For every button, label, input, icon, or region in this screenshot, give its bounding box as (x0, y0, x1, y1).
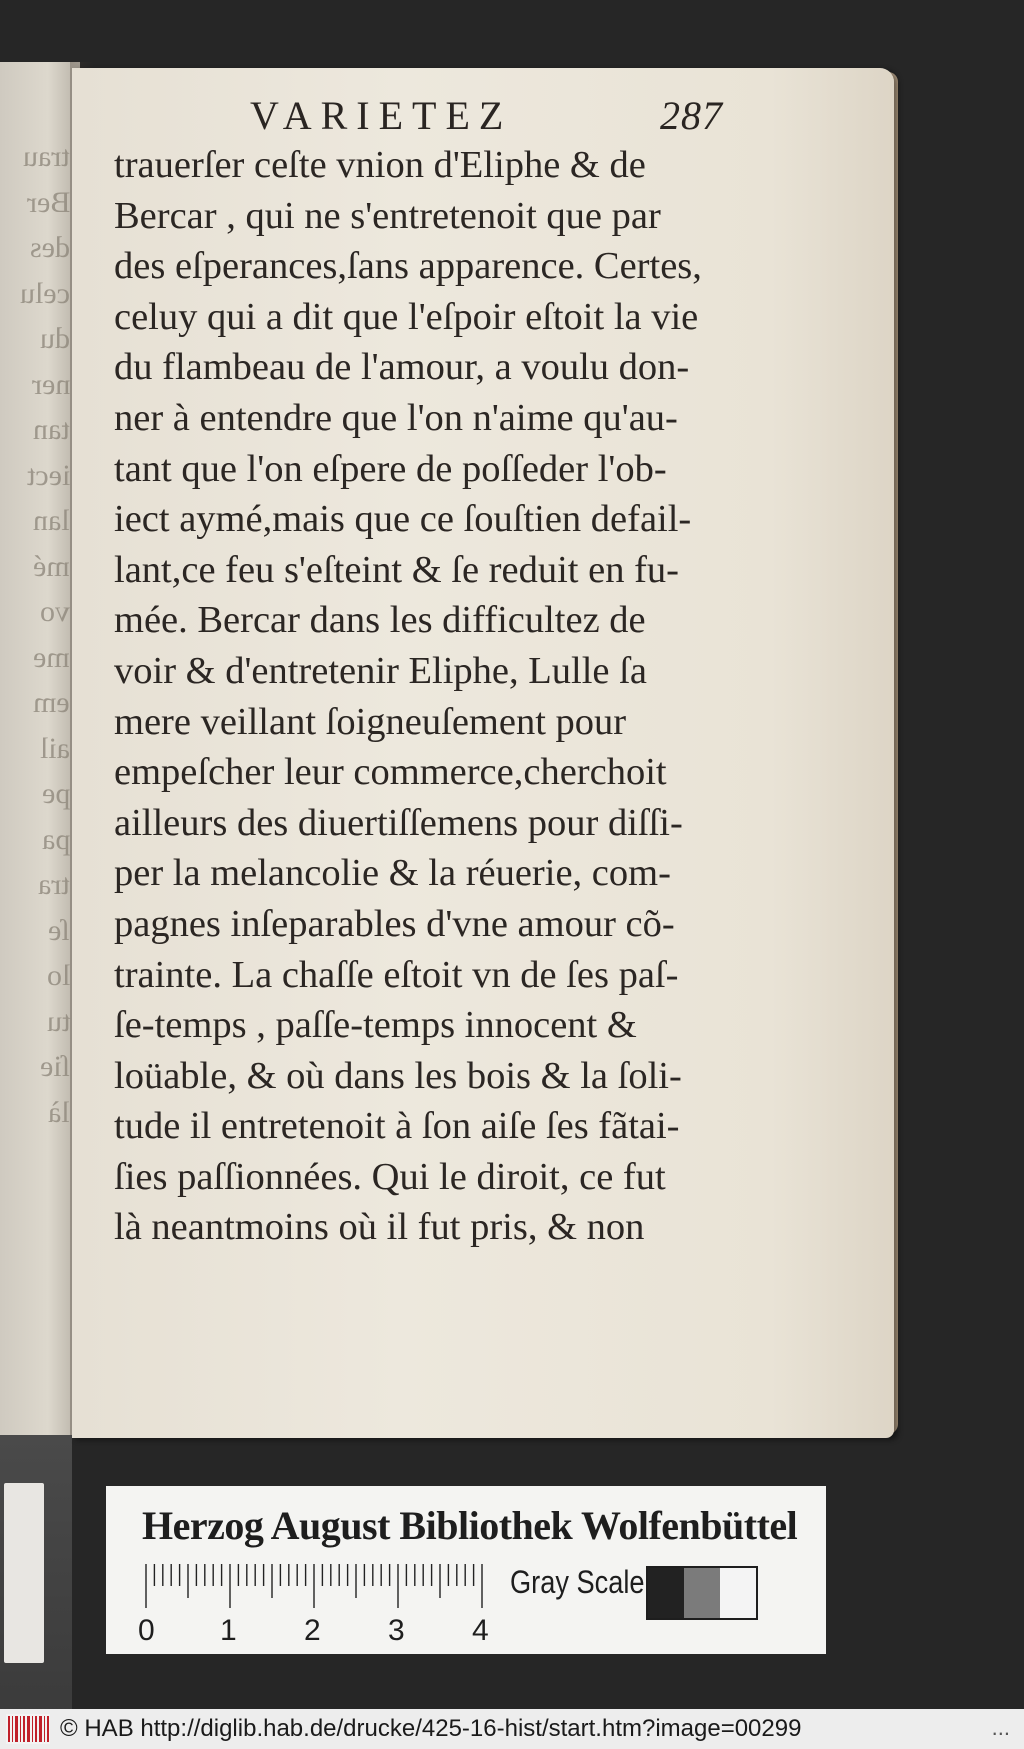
bleed-through-fragment: lo (46, 959, 70, 992)
bleed-through-fragment: du (40, 322, 70, 355)
bleed-through-fragment: tra (38, 868, 70, 901)
text-line: iect aymé,mais que ce ſouſtien defail- (114, 498, 692, 541)
text-line: ailleurs des diuertiſſemens pour diſſi- (114, 801, 683, 844)
page-marker-card (4, 1483, 44, 1663)
scale-ruler-card (106, 1486, 826, 1654)
text-line: per la melancolie & la réuerie, com- (114, 852, 671, 895)
text-line: lant,ce feu s'eſteint & ſe reduit en fu- (114, 548, 679, 591)
text-line: voir & d'entretenir Eliphe, Lulle ſa (114, 649, 647, 692)
library-name: Herzog August Bibliothek Wolfenbüttel (142, 1503, 798, 1548)
text-line: loüable, & où dans les bois & la ſoli- (114, 1054, 682, 1097)
text-line: tant que l'on eſpere de poſſeder l'ob- (114, 447, 667, 490)
grayscale-label: Gray Scale (510, 1564, 645, 1600)
bleed-through-fragment: em (33, 686, 70, 719)
previous-page-edge (0, 62, 80, 1437)
lower-book-block (0, 1435, 72, 1735)
bleed-through-fragment: ner (31, 367, 70, 401)
scale-number-4: 4 (472, 1614, 489, 1647)
barcode-icon (6, 1714, 50, 1744)
bleed-through-fragment: pe (41, 777, 70, 810)
scale-number-0: 0 (138, 1614, 155, 1647)
text-line: Bercar , qui ne s'entretenoit que par (114, 194, 661, 237)
text-line: trauerſer ceſte vnion d'Eliphe & de (114, 144, 646, 186)
bleed-through-fragment: Ber (26, 185, 70, 219)
bleed-through-fragment: tan (33, 413, 70, 446)
bleed-through-fragment: là (48, 1095, 70, 1129)
bleed-through-fragment: me (33, 640, 70, 674)
text-line: trainte. La chaſſe eſtoit vn de ſes paſ- (114, 953, 679, 996)
text-line: celuy qui a dit que l'eſpoir eſtoit la vie (114, 295, 699, 338)
text-line: ner à entendre que l'on n'aime qu'au- (114, 396, 678, 439)
bleed-through-fragment: celu (20, 276, 70, 310)
copyright-link[interactable]: © HAB http://diglib.hab.de/drucke/425-16-hist/start.htm?image=00299 (60, 1715, 802, 1742)
bleed-through-fragment: vo (40, 595, 70, 628)
page-number: 287 (660, 93, 723, 138)
text-line: tude il entretenoit à ſon aiſe ſes fãtai- (114, 1105, 680, 1148)
running-title: VARIETEZ (250, 93, 513, 138)
grayscale-swatch (720, 1568, 756, 1618)
bleed-through-fragment: ſie (40, 1050, 70, 1083)
text-line: pagnes inſeparables d'vne amour cõ- (114, 902, 675, 945)
bleed-through-fragment: tu (46, 1004, 70, 1038)
bleed-through-fragment: lan (33, 504, 70, 537)
centimeter-scale (144, 1564, 494, 1608)
grayscale-swatches (646, 1566, 758, 1620)
scale-number-1: 1 (220, 1614, 237, 1647)
scale-number-3: 3 (388, 1614, 405, 1647)
text-line: des eſperances,ſans apparence. Certes, (114, 245, 702, 288)
text-line: ſe-temps , paſſe-temps innocent & (114, 1004, 637, 1047)
text-line: là neantmoins où il fut pris, & non (114, 1206, 645, 1249)
text-line: mere veillant ſoigneuſement pour (114, 700, 627, 743)
bleed-through-fragment: pa (41, 822, 70, 856)
text-line: du flambeau de l'amour, a voulu don- (114, 346, 690, 389)
bleed-through-fragment: ſe (48, 913, 70, 947)
grayscale-swatch (684, 1568, 720, 1618)
page-body-text (114, 140, 726, 1253)
bleed-through-fragment: ail (40, 731, 70, 765)
bleed-through-fragment: mé (33, 549, 70, 583)
scale-number-2: 2 (304, 1614, 321, 1647)
bleed-through-fragment: iect (26, 458, 70, 492)
bleed-through-fragment: des (30, 231, 70, 264)
text-line: ſies paſſionnées. Qui le diroit, ce fut (114, 1155, 666, 1198)
grayscale-swatch (648, 1568, 684, 1618)
bleed-through-fragment: trau (23, 140, 70, 173)
text-line: mée. Bercar dans les difficultez de (114, 599, 646, 642)
text-line: empeſcher leur commerce,cherchoit (114, 751, 667, 794)
footer-bar (0, 1709, 1024, 1749)
more-menu[interactable]: ... (991, 1715, 1010, 1740)
